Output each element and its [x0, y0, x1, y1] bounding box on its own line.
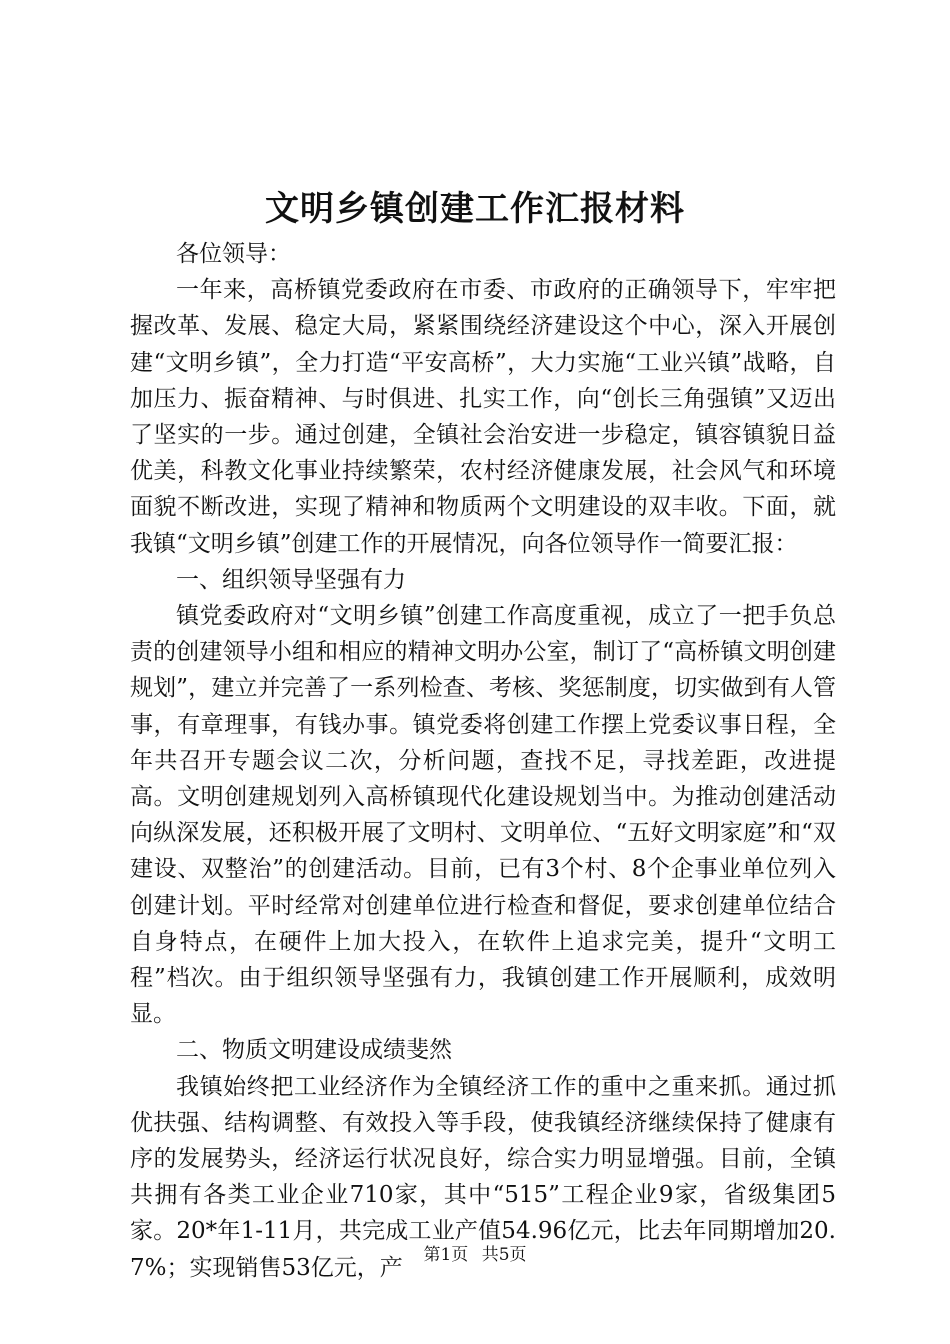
page-footer [0, 1243, 950, 1267]
page-total: 共5页 [481, 1245, 527, 1265]
intro-paragraph: 一年来，高桥镇党委政府在市委、市政府的正确领导下，牢牢把握改革、发展、稳定大局，紧紧围绕经济建设这个中心，深入开展创建“文明乡镇”，全力打造“平安高桥”，大力实施“工业兴镇”战略，自加压力、振奋精神、与时俱进、扎实工作，向“创长三角强镇”又迈出了坚实的一步。通过创建，全镇社会治安进一步稳定，镇容镇貌日益优美，科教文化事业持续繁荣，农村经济健康发展，社会风气和环境面貌不断改进，实现了精神和物质两个文明建设的双丰收。下面，就我镇“文明乡镇”创建工作的开展情况，向各位领导作一简要汇报： [130, 277, 836, 557]
section-heading-2: 二、物质文明建设成绩斐然 [176, 1037, 452, 1064]
document-body [130, 236, 836, 1286]
page-number: 第1页 [423, 1245, 469, 1265]
section-2-paragraph: 我镇始终把工业经济作为全镇经济工作的重中之重来抓。通过抓优扶强、结构调整、有效投入等手段，使我镇经济继续保持了健康有序的发展势头，经济运行状况良好，综合实力明显增强。目前，全镇共拥有各类工业企业710家，其中“515”工程企业9家，省级集团5家。20*年1-11月，共完成工业产值54.96亿元，比去年同期增加20.7%；实现销售53亿元，产 [130, 1073, 836, 1281]
salutation: 各位领导： [176, 241, 291, 267]
section-heading-1: 一、组织领导坚强有力 [176, 566, 406, 593]
document-title: 文明乡镇创建工作汇报材料 [265, 189, 685, 229]
section-1-paragraph: 镇党委政府对“文明乡镇”创建工作高度重视，成立了一把手负总责的创建领导小组和相应的精神文明办公室，制订了“高桥镇文明创建规划”，建立并完善了一系列检查、考核、奖惩制度，切实做到有人管事，有章理事，有钱办事。镇党委将创建工作摆上党委议事日程，全年共召开专题会议二次，分析问题，查找不足，寻找差距，改进提高。文明创建规划列入高桥镇现代化建设规划当中。为推动创建活动向纵深发展，还积极开展了文明村、文明单位、“五好文明家庭”和“双建设、双整治”的创建活动。目前，已有3个村、8个企事业单位列入创建计划。平时经常对创建单位进行检查和督促，要求创建单位结合自身特点，在硬件上加大投入，在软件上追求完美，提升“文明工程”档次。由于组织领导坚强有力，我镇创建工作开展顺利，成效明显。 [130, 603, 836, 1028]
